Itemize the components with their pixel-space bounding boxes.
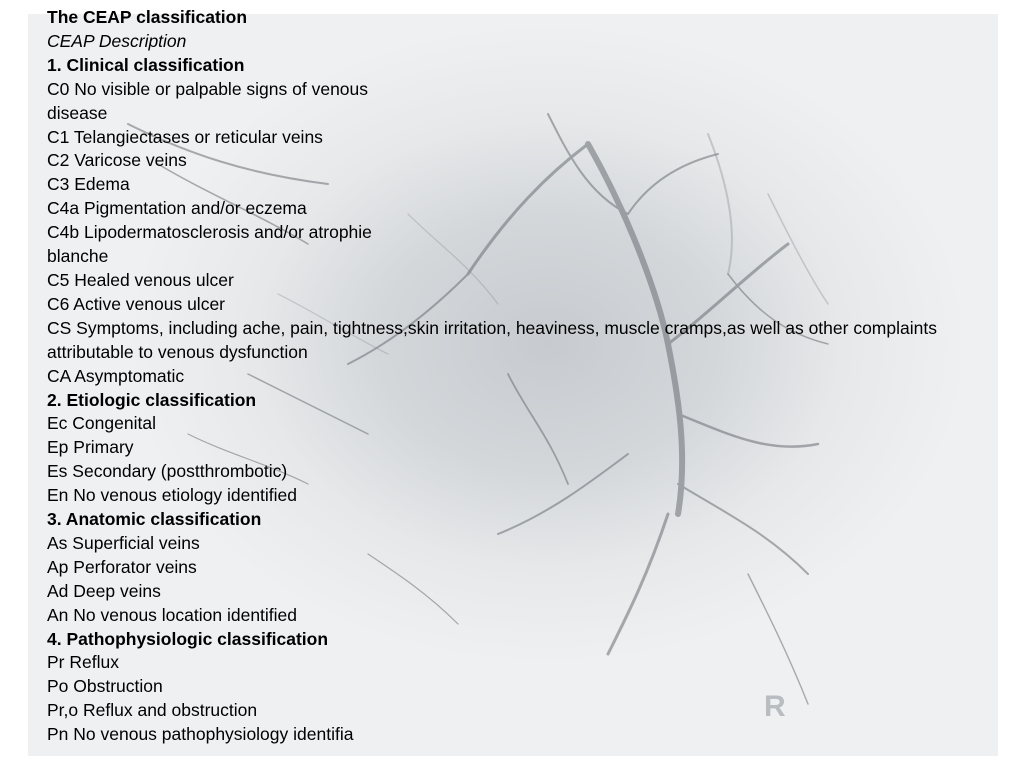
anatomic-item: Ad Deep veins bbox=[47, 580, 161, 601]
clinical-item: C6 Active venous ulcer bbox=[47, 293, 226, 314]
slide-subtitle: CEAP Description bbox=[47, 30, 187, 51]
clinical-item: C0 No visible or palpable signs of venous bbox=[47, 78, 369, 99]
clinical-item: blanche bbox=[47, 246, 109, 267]
pathophysiologic-item: Pr,o Reflux and obstruction bbox=[47, 700, 258, 721]
anatomic-heading: 3. Anatomic classification bbox=[47, 509, 262, 530]
clinical-item: C1 Telangiectases or reticular veins bbox=[47, 126, 323, 147]
ceap-text-block bbox=[47, 6, 987, 747]
anatomic-item: As Superficial veins bbox=[47, 532, 200, 553]
etiologic-item: Es Secondary (postthrombotic) bbox=[47, 461, 288, 482]
clinical-item: C2 Varicose veins bbox=[47, 150, 187, 171]
slide-title: The CEAP classification bbox=[47, 7, 248, 27]
etiologic-item: Ep Primary bbox=[47, 437, 134, 458]
clinical-item: disease bbox=[47, 102, 108, 123]
clinical-item: C5 Healed venous ulcer bbox=[47, 269, 234, 290]
anatomic-item: Ap Perforator veins bbox=[47, 556, 197, 577]
etiologic-item: En No venous etiology identified bbox=[47, 485, 298, 506]
pathophysiologic-heading: 4. Pathophysiologic classification bbox=[47, 628, 329, 649]
watermark-letter: R bbox=[764, 690, 786, 723]
clinical-item: C4a Pigmentation and/or eczema bbox=[47, 198, 307, 219]
clinical-item-symptoms: CS Symptoms, including ache, pain, tightness,skin irritation, heaviness, muscle cramps,as well as other complaints attributable to venous dysfunction bbox=[47, 317, 937, 362]
etiologic-item: Ec Congenital bbox=[47, 413, 156, 434]
clinical-heading: 1. Clinical classification bbox=[47, 54, 245, 75]
pathophysiologic-item: Pr Reflux bbox=[47, 652, 119, 673]
clinical-item: CA Asymptomatic bbox=[47, 365, 185, 386]
pathophysiologic-item: Pn No venous pathophysiology identifia bbox=[47, 724, 354, 745]
anatomic-item: An No venous location identified bbox=[47, 604, 298, 625]
clinical-item: C3 Edema bbox=[47, 174, 130, 195]
pathophysiologic-item: Po Obstruction bbox=[47, 676, 163, 697]
clinical-item: C4b Lipodermatosclerosis and/or atrophie bbox=[47, 222, 372, 243]
etiologic-heading: 2. Etiologic classification bbox=[47, 389, 257, 410]
